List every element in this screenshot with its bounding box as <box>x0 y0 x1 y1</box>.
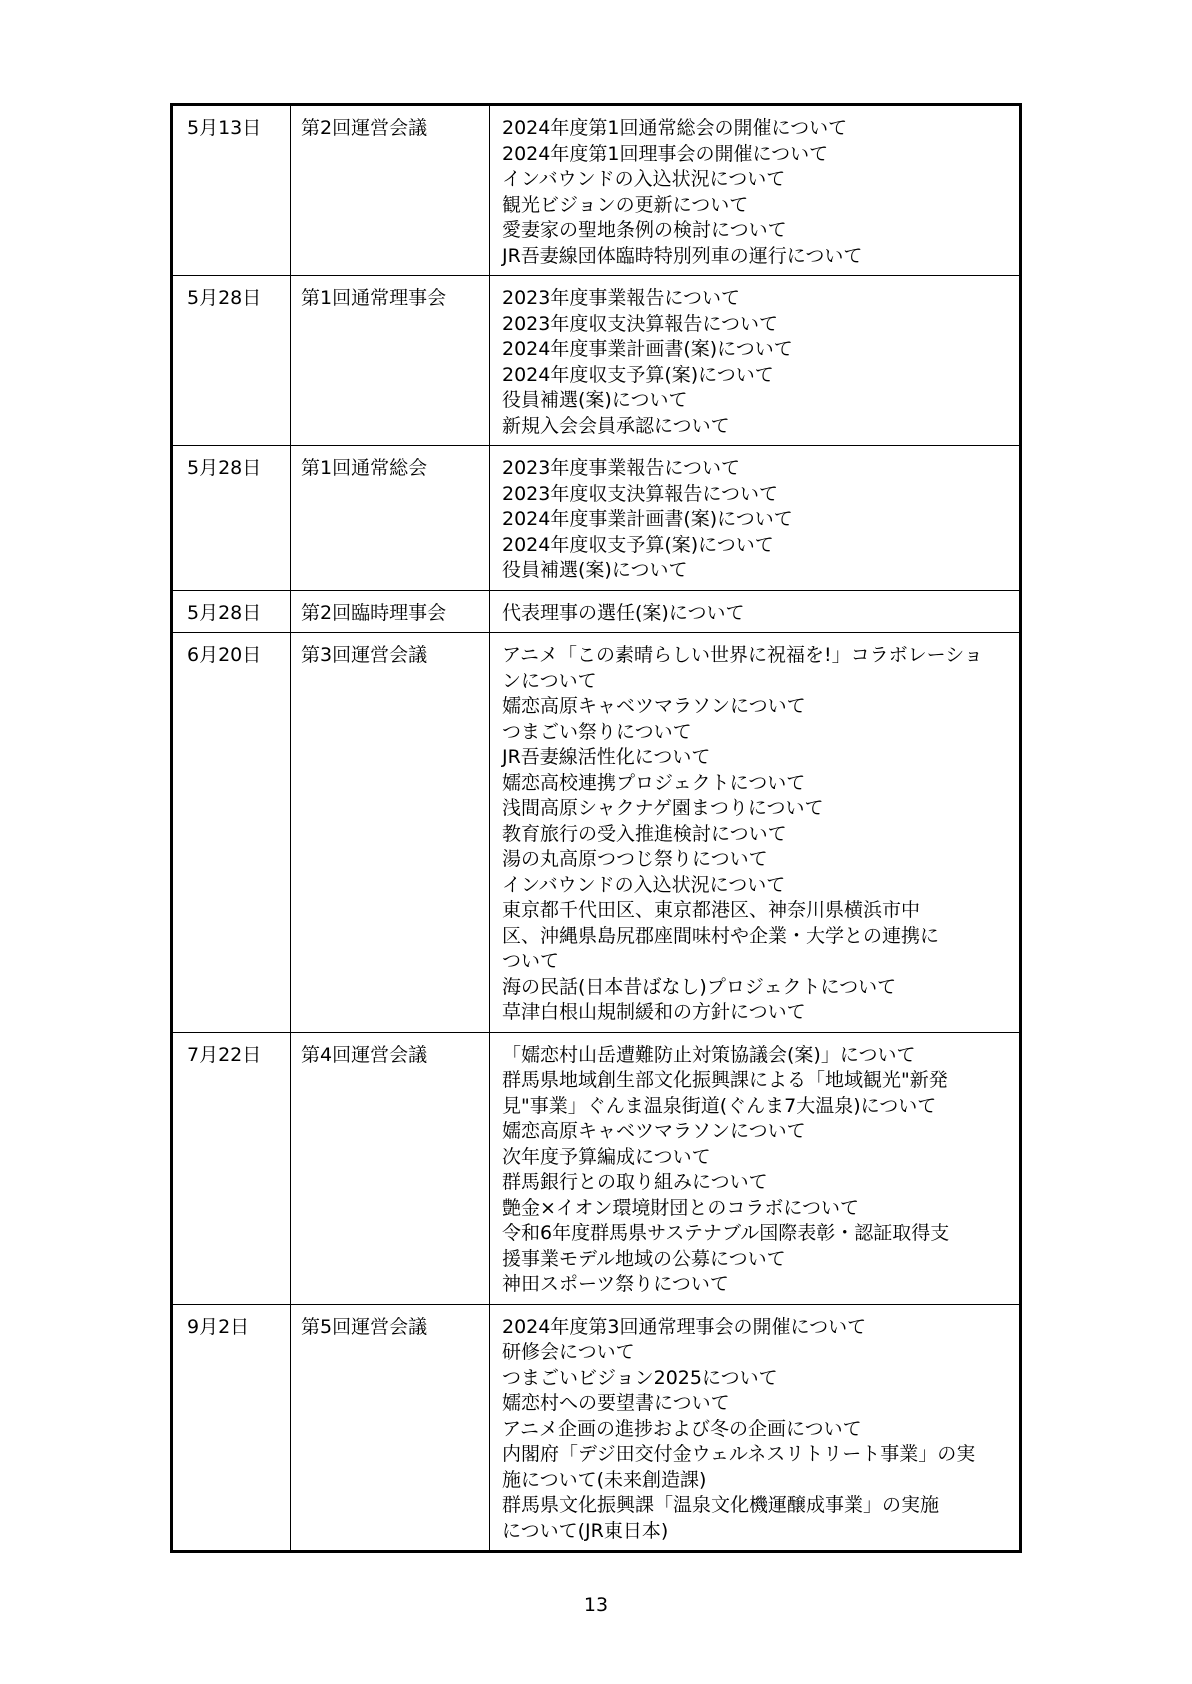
table-row <box>172 276 1021 446</box>
agenda-cell <box>490 1304 1021 1552</box>
date-cell: 5月13日 <box>172 105 291 276</box>
agenda-item: 草津白根山規制緩和の方針について <box>502 1001 806 1023</box>
agenda-item: JR吾妻線団体臨時特別列車の運行について <box>502 244 863 267</box>
agenda-item: アニメ「この素晴らしい世界に祝福を!」コラボレーショ <box>502 644 983 666</box>
agenda-item: 2024年度第1回通常総会の開催について <box>502 117 848 139</box>
meeting-name-cell: 第2回臨時理事会 <box>291 590 490 633</box>
agenda-item: 内閣府「デジ田交付金ウェルネスリトリート事業」の実 <box>502 1443 976 1465</box>
agenda-item: 東京都千代田区、東京都港区、神奈川県横浜市中 <box>502 899 921 921</box>
agenda-cell <box>490 446 1021 591</box>
agenda-cell <box>490 276 1021 446</box>
agenda-item: 2024年度事業計画書(案)について <box>502 508 793 530</box>
agenda-item: 艶金×イオン環境財団とのコラボについて <box>502 1196 859 1219</box>
table-row <box>172 446 1021 591</box>
agenda-item: 群馬県地域創生部文化振興課による「地域観光"新発 <box>502 1069 948 1091</box>
agenda-item: 湯の丸高原つつじ祭りについて <box>502 848 768 870</box>
agenda-item: ついて <box>502 950 560 972</box>
agenda-item: 援事業モデル地域の公募について <box>502 1247 786 1270</box>
table-row <box>172 1032 1021 1304</box>
agenda-cell <box>490 105 1021 276</box>
agenda-item: 2024年度第1回理事会の開催について <box>502 142 829 165</box>
agenda-item: インバウンドの入込状況について <box>502 873 786 896</box>
date-cell: 9月2日 <box>172 1304 291 1552</box>
agenda-item: 浅間高原シャクナゲ園まつりについて <box>502 797 824 819</box>
agenda-cell <box>490 1032 1021 1304</box>
agenda-item: 役員補選(案)について <box>502 389 688 411</box>
agenda-item: 代表理事の選任(案)について <box>502 601 745 624</box>
page-number: 13 <box>583 1594 609 1616</box>
date-cell: 6月20日 <box>172 633 291 1033</box>
date-cell: 5月28日 <box>172 590 291 633</box>
agenda-item: 新規入会会員承認について <box>502 414 730 437</box>
agenda-item: 2024年度事業計画書(案)について <box>502 338 793 360</box>
agenda-item: 研修会について <box>502 1341 635 1363</box>
agenda-cell <box>490 590 1021 633</box>
agenda-item: JR吾妻線活性化について <box>502 746 711 768</box>
meeting-name-cell: 第1回通常理事会 <box>291 276 490 446</box>
agenda-cell <box>490 633 1021 1033</box>
agenda-item: 嬬恋高校連携プロジェクトについて <box>502 771 806 794</box>
meeting-name-cell: 第3回運営会議 <box>291 633 490 1033</box>
meeting-name-cell: 第2回運営会議 <box>291 105 490 276</box>
date-cell: 7月22日 <box>172 1032 291 1304</box>
table-body <box>172 105 1021 1552</box>
agenda-item: つまごいビジョン2025について <box>502 1366 778 1389</box>
meeting-name-cell: 第1回通常総会 <box>291 446 490 591</box>
agenda-item: アニメ企画の進捗および冬の企画について <box>502 1417 862 1440</box>
agenda-item: 2023年度収支決算報告について <box>502 312 778 335</box>
table-row <box>172 1304 1021 1552</box>
table-row <box>172 105 1021 276</box>
agenda-item: 2024年度第3回通常理事会の開催について <box>502 1315 867 1338</box>
table-row <box>172 590 1021 633</box>
agenda-item: 施について(未来創造課) <box>502 1468 707 1491</box>
agenda-item: インバウンドの入込状況について <box>502 168 786 190</box>
meeting-name-cell: 第5回運営会議 <box>291 1304 490 1552</box>
agenda-item: 2024年度収支予算(案)について <box>502 363 774 386</box>
agenda-item: 2024年度収支予算(案)について <box>502 533 774 556</box>
meeting-name-cell: 第4回運営会議 <box>291 1032 490 1304</box>
agenda-item: 愛妻家の聖地条例の検討について <box>502 219 787 241</box>
agenda-item: 観光ビジョンの更新について <box>502 193 749 216</box>
agenda-item: 2023年度事業報告について <box>502 457 740 479</box>
agenda-item: ンについて <box>502 669 597 692</box>
date-cell: 5月28日 <box>172 276 291 446</box>
agenda-item: 令和6年度群馬県サステナブル国際表彰・認証取得支 <box>502 1222 950 1244</box>
table-row <box>172 633 1021 1033</box>
agenda-item: 嬬恋高原キャベツマラソンについて <box>502 695 806 717</box>
agenda-item: 教育旅行の受入推進検討について <box>502 822 787 845</box>
agenda-item: つまごい祭りについて <box>502 720 692 743</box>
agenda-item: 神田スポーツ祭りについて <box>502 1273 729 1295</box>
agenda-item: 役員補選(案)について <box>502 559 688 581</box>
agenda-item: 嬬恋村への要望書について <box>502 1392 730 1414</box>
agenda-item: 2023年度収支決算報告について <box>502 482 778 505</box>
agenda-item: 区、沖縄県島尻郡座間味村や企業・大学との連携に <box>502 924 940 947</box>
agenda-item: 嬬恋高原キャベツマラソンについて <box>502 1120 806 1142</box>
meeting-schedule-table <box>170 103 1022 1553</box>
agenda-item: 群馬銀行との取り組みについて <box>502 1171 768 1193</box>
agenda-item: 次年度予算編成について <box>502 1145 711 1168</box>
agenda-item: 「嬬恋村山岳遭難防止対策協議会(案)」について <box>502 1043 916 1066</box>
agenda-item: について(JR東日本) <box>502 1519 669 1542</box>
agenda-item: 海の民話(日本昔ばなし)プロジェクトについて <box>502 975 897 998</box>
date-cell: 5月28日 <box>172 446 291 591</box>
agenda-item: 群馬県文化振興課「温泉文化機運醸成事業」の実施 <box>502 1494 940 1516</box>
agenda-item: 見"事業」ぐんま温泉街道(ぐんま7大温泉)について <box>502 1094 937 1117</box>
agenda-item: 2023年度事業報告について <box>502 287 740 309</box>
